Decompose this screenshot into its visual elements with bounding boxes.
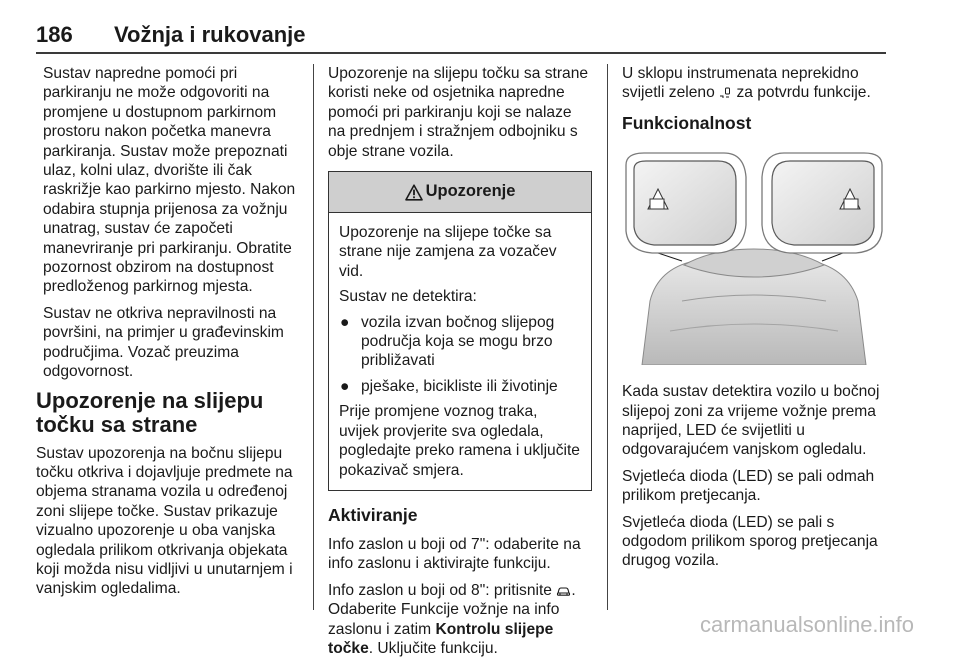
list-item: [339, 377, 581, 396]
chapter-title: Vožnja i rukovanje: [114, 22, 306, 47]
list-item-text: pješake, bicikliste ili životinje: [361, 377, 558, 395]
warning-text: Upozorenje na slijepe točke sa strane nije zamjena za vozačev vid.: [339, 224, 557, 280]
paragraph: Svjetleća dioda (LED) se pali odmah prilikom pretjecanja.: [622, 467, 875, 505]
paragraph: [622, 64, 886, 103]
bullet-icon: ●: [340, 377, 350, 395]
warning-text: Prije promjene voznog traka, uvijek provjerite sva ogledala, pogledajte preko ramena i uključite pokazivač smjera.: [339, 403, 580, 479]
paragraph: [328, 581, 592, 659]
paragraph: Sustav upozorenja na bočnu slijepu točku otkriva i dojavljuje predmete na objema stranama vozila u određenoj zoni slijepe točke. Sustav prikazuje vizualno upozorenje u oba vanjska ogledala prilikom otkrivanja objekata koji možda nisu vidljivi u unutarnjem i vanjskim ogledalima.: [36, 444, 293, 598]
side-mirrors-illustration: [622, 151, 886, 365]
warning-title: Upozorenje: [425, 182, 516, 201]
paragraph: Svjetleća dioda (LED) se pali s odgodom prilikom sporog pretjecanja drugog vozila.: [622, 513, 878, 570]
car-settings-icon: [556, 584, 571, 597]
right-mirror: [762, 153, 882, 253]
warning-header: [329, 172, 591, 213]
blind-spot-indicator-icon: [719, 86, 732, 99]
column-middle: [328, 64, 592, 665]
paragraph: Upozorenje na slijepu točku sa strane koristi neke od osjetnika napredne pomoći pri parkiranju koji se nalaze na prednjem i stražnjem odbojniku s obje strane vozila.: [328, 65, 589, 160]
text-run: U sklopu instrumenata neprekidno svijetli zeleno: [622, 65, 859, 102]
paragraph: Sustav napredne pomoći pri parkiranju ne može odgovoriti na promjene u dostupnom parkirnom prostoru nakon početka manevra parkiranja. Sustav može prepoznati ulaz, kolni ulaz, dvorište ili čak raskrižje kao parkirno mjesto. Nakon odabira stupnja prijenosa za vožnju unatrag, sustav će započeti manevriranje pri parkiranju. Obratite pozornost obzirom na dostupnost predloženog parkirnog mjesta.: [43, 65, 296, 296]
page-number: 186: [36, 22, 73, 47]
bullet-icon: ●: [340, 313, 350, 331]
warning-body: [329, 213, 591, 490]
text-run: . Uključite funkciju.: [368, 639, 498, 657]
subsection-heading: Funkcionalnost: [622, 112, 752, 133]
subsection-heading: Aktiviranje: [328, 504, 418, 525]
page-header: [36, 22, 886, 54]
list-item: [339, 313, 581, 371]
paragraph: Sustav ne otkriva nepravilnosti na površini, na primjer u građevinskim područjima. Vozač preuzima odgovornost.: [43, 304, 284, 381]
text-run: Info zaslon u boji od 8": pritisnite: [328, 581, 552, 599]
text-run-bold: Kontrolu slijepe točke: [328, 620, 554, 657]
warning-box: [328, 171, 592, 491]
section-heading: Upozorenje na slijepu točku sa strane: [36, 387, 264, 437]
column-left: [36, 64, 300, 606]
column-right: [622, 64, 886, 578]
column-divider: [607, 64, 608, 610]
warning-triangle-icon: [405, 184, 423, 201]
paragraph: Info zaslon u boji od 7": odaberite na info zaslonu i aktivirajte funkciju.: [328, 535, 581, 573]
list-item-text: vozila izvan bočnog slijepog područja koja se mogu brzo približavati: [361, 313, 555, 370]
paragraph: Kada sustav detektira vozilo u bočnoj slijepoj zoni za vrijeme vožnje prema naprijed, LED će svijetliti u odgovarajućem vanjskom ogledalu.: [622, 383, 880, 459]
column-divider: [313, 64, 314, 610]
watermark: carmanualsonline.info: [700, 612, 915, 637]
text-run: za potvrdu funkcije.: [736, 84, 871, 102]
left-mirror: [626, 153, 746, 253]
header-divider: [36, 52, 886, 54]
warning-text: Sustav ne detektira:: [339, 288, 477, 306]
text-run: . Odaberite Funkcije vožnje na info zaslonu i zatim: [328, 581, 576, 638]
